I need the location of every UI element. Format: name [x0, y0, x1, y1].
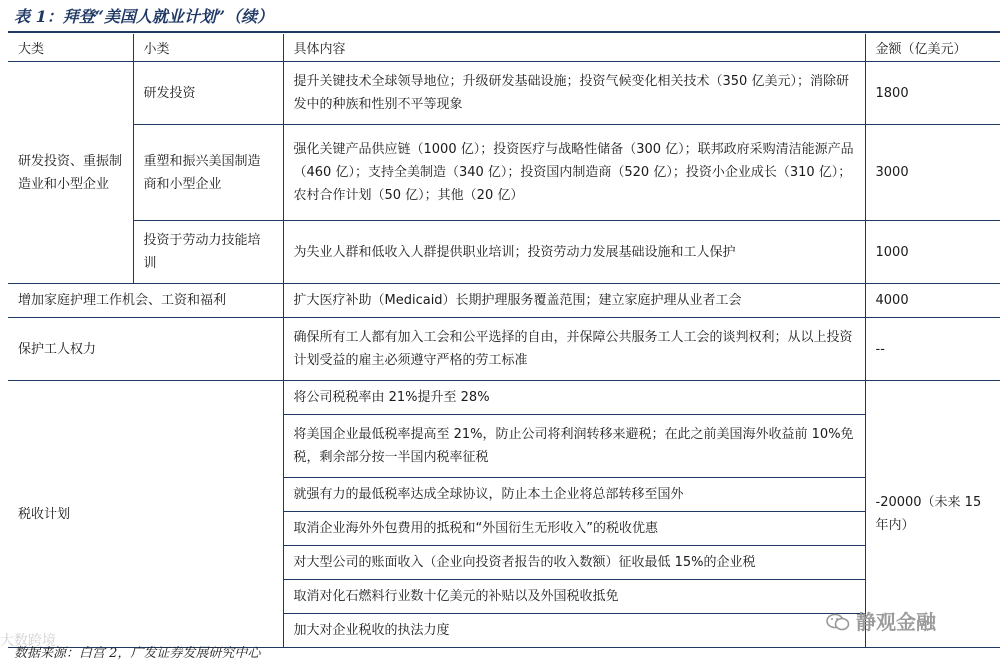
amount-cell: -20000（未来 15 年内）: [865, 381, 1000, 648]
header-category: 大类: [8, 34, 133, 62]
title-rule: [8, 31, 1000, 33]
source-note: 数据来源：白宫 2，广发证券发展研究中心: [14, 646, 261, 661]
table-row: [8, 125, 1000, 221]
table-row: [8, 221, 1000, 284]
amount-cell: 3000: [865, 125, 1000, 221]
amount-cell: 4000: [865, 284, 1000, 318]
tax-item: 将美国企业最低税率提高至 21%，防止公司将利润转移来避税；在此之前美国海外收益前 10%免税，剩余部分按一半国内税率征税: [283, 415, 865, 478]
amount-cell: 1800: [865, 62, 1000, 125]
header-amount: 金额（亿美元）: [865, 34, 1000, 62]
tax-item: 对大型公司的账面收入（企业向投资者报告的收入数额）征收最低 15%的企业税: [283, 546, 865, 580]
content-cell: 扩大医疗补助（Medicaid）长期护理服务覆盖范围；建立家庭护理从业者工会: [283, 284, 865, 318]
category-cell: 税收计划: [8, 381, 283, 648]
tax-item: 取消企业海外外包费用的抵税和“外国衍生无形收入”的税收优惠: [283, 512, 865, 546]
header-subcategory: 小类: [133, 34, 283, 62]
subcategory-cell: 重塑和振兴美国制造商和小型企业: [133, 125, 283, 221]
amount-cell: --: [865, 318, 1000, 381]
tax-item: 取消对化石燃料行业数十亿美元的补贴以及外国税收抵免: [283, 580, 865, 614]
header-content: 具体内容: [283, 34, 865, 62]
watermark-text: 静观金融: [856, 610, 936, 634]
content-cell: 强化关键产品供应链（1000 亿）；投资医疗与战略性储备（300 亿）；联邦政府采购清洁能源产品（460 亿）；支持全美制造（340 亿）；投资国内制造商（520 亿）；投资小企业成长（310 亿）；农村合作计划（50 亿）；其他（20 亿）: [283, 125, 865, 221]
tax-item: 将公司税税率由 21%提升至 28%: [283, 381, 865, 415]
category-cell: 研发投资、重振制造业和小型企业: [8, 62, 133, 284]
watermark: [826, 606, 936, 635]
subcategory-cell: 研发投资: [133, 62, 283, 125]
table-row: [8, 284, 1000, 318]
subcategory-cell: 投资于劳动力技能培训: [133, 221, 283, 284]
table-title: 表 1：拜登“美国人就业计划”（续）: [14, 7, 274, 26]
content-cell: 提升关键技术全球领导地位；升级研发基础设施；投资气候变化相关技术（350 亿美元）；消除研发中的种族和性别不平等现象: [283, 62, 865, 125]
content-cell: 为失业人群和低收入人群提供职业培训；投资劳动力发展基础设施和工人保护: [283, 221, 865, 284]
wechat-icon: [826, 613, 850, 631]
table-row: [8, 318, 1000, 381]
content-cell: 确保所有工人都有加入工会和公平选择的自由，并保障公共服务工人工会的谈判权利；从以上投资计划受益的雇主必须遵守严格的劳工标准: [283, 318, 865, 381]
amount-cell: 1000: [865, 221, 1000, 284]
policy-table: [8, 34, 1000, 648]
tax-item: 就强有力的最低税率达成全球协议，防止本土企业将总部转移至国外: [283, 478, 865, 512]
header-row: [8, 34, 1000, 62]
table-row: [8, 381, 1000, 415]
category-cell: 增加家庭护理工作机会、工资和福利: [8, 284, 283, 318]
watermark-secondary: 大数跨境: [0, 633, 56, 649]
table-row: [8, 62, 1000, 125]
tax-item: 加大对企业税收的执法力度: [283, 614, 865, 648]
category-cell: 保护工人权力: [8, 318, 283, 381]
